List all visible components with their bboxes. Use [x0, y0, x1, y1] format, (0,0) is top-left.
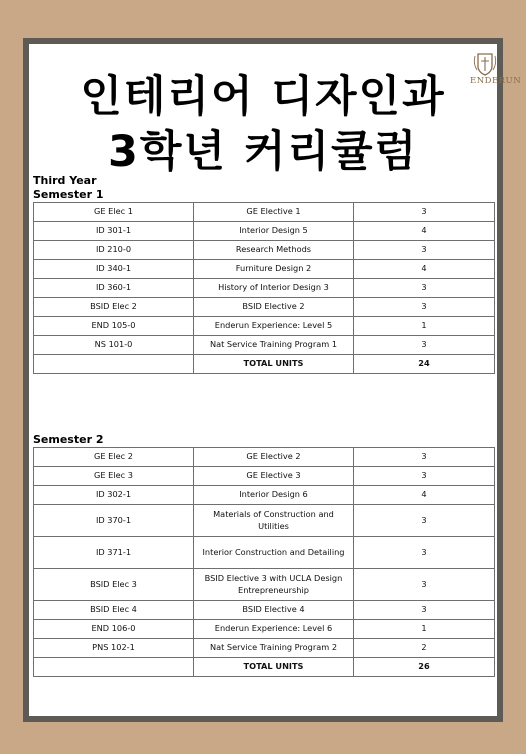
course-code-cell: ID 370-1 [34, 505, 194, 537]
course-code-cell: BSID Elec 3 [34, 569, 194, 601]
course-units-cell: 4 [354, 486, 495, 505]
table-row [34, 241, 495, 260]
course-title-cell: GE Elective 2 [194, 448, 354, 467]
course-units-cell: 4 [354, 260, 495, 279]
total-units-value: 26 [354, 658, 495, 677]
course-code-cell: ID 360-1 [34, 279, 194, 298]
total-units-label: TOTAL UNITS [194, 658, 354, 677]
course-units-cell: 3 [354, 505, 495, 537]
table-row [34, 601, 495, 620]
semester1-table [33, 202, 495, 374]
table-row [34, 260, 495, 279]
course-code-cell: ID 302-1 [34, 486, 194, 505]
table-row [34, 639, 495, 658]
course-title-cell: Enderun Experience: Level 5 [194, 317, 354, 336]
table-row [34, 486, 495, 505]
course-units-cell: 4 [354, 222, 495, 241]
course-title-cell: Materials of Construction and Utilities [194, 505, 354, 537]
course-units-cell: 3 [354, 203, 495, 222]
table-row [34, 537, 495, 569]
course-title-cell: Furniture Design 2 [194, 260, 354, 279]
course-units-cell: 3 [354, 537, 495, 569]
total-row [34, 658, 495, 677]
table-row [34, 298, 495, 317]
course-title-cell: BSID Elective 3 with UCLA Design Entrepreneurship [194, 569, 354, 601]
course-units-cell: 3 [354, 336, 495, 355]
course-title-cell: BSID Elective 4 [194, 601, 354, 620]
course-code-cell: NS 101-0 [34, 336, 194, 355]
course-title-cell: BSID Elective 2 [194, 298, 354, 317]
course-code-cell: ID 210-0 [34, 241, 194, 260]
course-title-cell: Interior Design 6 [194, 486, 354, 505]
course-code-cell: END 106-0 [34, 620, 194, 639]
course-units-cell: 1 [354, 620, 495, 639]
total-empty-cell [34, 355, 194, 374]
course-title-cell: Interior Construction and Detailing [194, 537, 354, 569]
course-units-cell: 3 [354, 298, 495, 317]
semester2-label: Semester 2 [33, 433, 104, 446]
course-title-cell: Interior Design 5 [194, 222, 354, 241]
course-code-cell: PNS 102-1 [34, 639, 194, 658]
course-units-cell: 3 [354, 241, 495, 260]
course-units-cell: 3 [354, 467, 495, 486]
course-code-cell: GE Elec 2 [34, 448, 194, 467]
course-code-cell: BSID Elec 2 [34, 298, 194, 317]
course-code-cell: GE Elec 3 [34, 467, 194, 486]
course-title-cell: History of Interior Design 3 [194, 279, 354, 298]
semester2-table [33, 447, 495, 677]
page-title-line1: 인테리어 디자인과 [80, 72, 446, 122]
total-empty-cell [34, 658, 194, 677]
course-units-cell: 1 [354, 317, 495, 336]
table-row [34, 448, 495, 467]
total-units-label: TOTAL UNITS [194, 355, 354, 374]
year-label: Third Year [33, 174, 97, 187]
table-row [34, 336, 495, 355]
course-title-cell: Research Methods [194, 241, 354, 260]
table-row [34, 203, 495, 222]
course-units-cell: 3 [354, 279, 495, 298]
course-units-cell: 3 [354, 601, 495, 620]
course-code-cell: GE Elec 1 [34, 203, 194, 222]
course-code-cell: ID 371-1 [34, 537, 194, 569]
course-title-cell: Nat Service Training Program 1 [194, 336, 354, 355]
table-row [34, 467, 495, 486]
course-code-cell: END 105-0 [34, 317, 194, 336]
table-row [34, 222, 495, 241]
page-title-line2: 3학년 커리큘럼 [107, 127, 419, 177]
course-title-cell: Enderun Experience: Level 6 [194, 620, 354, 639]
total-units-value: 24 [354, 355, 495, 374]
course-units-cell: 3 [354, 569, 495, 601]
course-code-cell: BSID Elec 4 [34, 601, 194, 620]
course-code-cell: ID 301-1 [34, 222, 194, 241]
table-row [34, 620, 495, 639]
table-row [34, 569, 495, 601]
course-title-cell: Nat Service Training Program 2 [194, 639, 354, 658]
total-row [34, 355, 495, 374]
enderun-logo-text: ENDERUN [470, 76, 522, 86]
course-code-cell: ID 340-1 [34, 260, 194, 279]
course-title-cell: GE Elective 1 [194, 203, 354, 222]
course-units-cell: 2 [354, 639, 495, 658]
semester1-label: Semester 1 [33, 188, 104, 201]
table-row [34, 505, 495, 537]
table-row [34, 317, 495, 336]
table-row [34, 279, 495, 298]
course-units-cell: 3 [354, 448, 495, 467]
course-title-cell: GE Elective 3 [194, 467, 354, 486]
